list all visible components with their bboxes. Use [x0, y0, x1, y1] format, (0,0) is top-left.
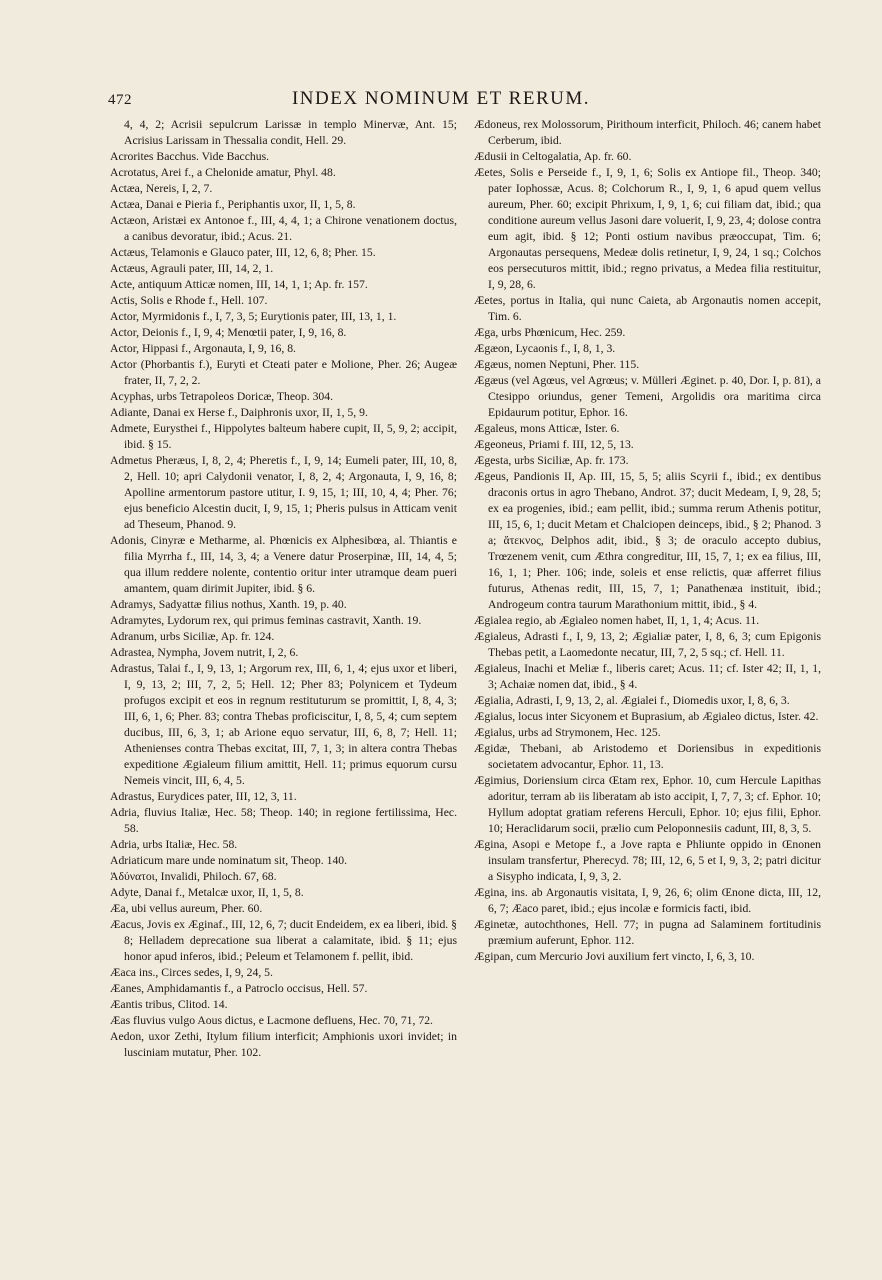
index-entry: Acrorites Bacchus. Vide Bacchus.: [110, 150, 270, 163]
index-entry: Ægialia, Adrasti, I, 9, 13, 2, al. Ægialei f., Diomedis uxor, I, 8, 6, 3.: [474, 694, 790, 707]
index-entry: Adria, fluvius Italiæ, Hec. 58; Theop. 140; in regione fertilissima, Hec. 58.: [110, 806, 457, 835]
index-entry: Acyphas, urbs Tetrapoleos Doricæ, Theop. 304.: [110, 390, 334, 403]
index-entry: Ægina, ins. ab Argonautis visitata, I, 9, 26, 6; olim Œnone dicta, III, 12, 6, 7; Æaco paret, ibid.; ejus incolæ e formicis facti, ibid.: [474, 886, 821, 915]
left-column: [110, 117, 457, 1061]
index-entry: Ægialus, urbs ad Strymonem, Hec. 125.: [474, 726, 661, 739]
index-entry: Actis, Solis e Rhode f., Hell. 107.: [110, 294, 268, 307]
index-entry: Adyte, Danai f., Metalcæ uxor, II, 1, 5, 8.: [110, 886, 304, 899]
index-entry: Ægialeus, Inachi et Meliæ f., liberis caret; Acus. 11; cf. Ister 42; II, 1, 1, 3; Achaiæ nomen dat, ibid., § 4.: [474, 662, 821, 691]
index-entry: Adria, urbs Italiæ, Hec. 58.: [110, 838, 238, 851]
index-entry: Ægina, Asopi e Metope f., a Jove rapta e Phliunte oppido in Œnonen insulam transfertur, Pherecyd. 78; III, 12, 6, 5 et I, 9, 3, 2; patri dicitur a Sisypho indicata, I, 9, 3, 2.: [474, 838, 821, 883]
index-entry: Æginetæ, autochthones, Hell. 77; in pugna ad Salaminem fortitudinis præmium auferunt, Ephor. 112.: [474, 918, 821, 947]
index-entry: Adranum, urbs Siciliæ, Ap. fr. 124.: [110, 630, 275, 643]
running-head: INDEX NOMINUM ET RERUM.: [291, 88, 591, 109]
right-column: [474, 117, 821, 965]
index-entry: Admetus Pheræus, I, 8, 2, 4; Pheretis f., I, 9, 14; Eumeli pater, III, 10, 8, 2, Hell. 10; apri Calydonii venator, I, 8, 2, 4; Argonauta, I, 9, 16, 8; Apolline armentorum pastore utitur, I. 9, 15, 1; III, 10, 4, 4; Pher. 76; ejus beneficio Alcestin ducit, I, 9, 15, 1; Pheris pulsus in Atticam venit ad Theseum, Phanod. 9.: [110, 454, 457, 531]
index-entry: Ægimius, Doriensium circa Œtam rex, Ephor. 10, cum Hercule Lapithas adoritur, terram ab iis liberatam ab isto accipit, I, 7, 7, 3; cf. Ephor. 10; Hyllum adoptat gratiam referens Herculi, Ephor. 10; ejus filii, Ephor. 10; Heraclidarum socii, prælio cum Peloponnesiis cadunt, III, 8, 3, 5.: [474, 774, 821, 835]
index-entry: Ægesta, urbs Siciliæ, Ap. fr. 173.: [474, 454, 629, 467]
index-entry: Ægæus (vel Agœus, vel Agrœus; v. Mülleri Æginet. p. 40, Dor. I, p. 81), a Ctesippo oriundus, gener Temeni, Argolidis ora maritima circa Epidaurum potitur, Ephor. 16.: [474, 374, 821, 419]
index-entry: Adramytes, Lydorum rex, qui primus feminas castravit, Xanth. 19.: [110, 614, 422, 627]
index-entry: Adrastus, Eurydices pater, III, 12, 3, 11.: [110, 790, 297, 803]
index-entry: Actor, Deionis f., I, 9, 4; Menœtii pater, I, 9, 16, 8.: [110, 326, 347, 339]
index-entry: Adiante, Danai ex Herse f., Daiphronis uxor, II, 1, 5, 9.: [110, 406, 368, 419]
index-entry: Aedon, uxor Zethi, Itylum filium interficit; Amphionis uxori invidet; in lusciniam mutatur, Pher. 102.: [110, 1030, 457, 1059]
index-entry: Æanes, Amphidamantis f., a Patroclo occisus, Hell. 57.: [110, 982, 368, 995]
index-entry: Æas fluvius vulgo Aous dictus, e Lacmone defluens, Hec. 70, 71, 72.: [110, 1014, 433, 1027]
index-entry: 4, 4, 2; Acrisii sepulcrum Larissæ in templo Minervæ, Ant. 15; Acrisius Larissam in Thessalia condit, Hell. 29.: [124, 118, 457, 147]
index-entry: Ægæus, nomen Neptuni, Pher. 115.: [474, 358, 640, 371]
index-entry: Æaca ins., Circes sedes, I, 9, 24, 5.: [110, 966, 273, 979]
index-entry: Ægialea regio, ab Ægialeo nomen habet, II, 1, 1, 4; Acus. 11.: [474, 614, 760, 627]
index-entry: Actor, Myrmidonis f., I, 7, 3, 5; Eurytionis pater, III, 13, 1, 1.: [110, 310, 397, 323]
index-entry: Adrastea, Nympha, Jovem nutrit, I, 2, 6.: [110, 646, 299, 659]
index-entry: Æga, urbs Phœnicum, Hec. 259.: [474, 326, 626, 339]
index-entry: Ædoneus, rex Molossorum, Pirithoum interficit, Philoch. 46; canem habet Cerberum, ibid.: [474, 118, 821, 147]
index-entry: Ægialus, locus inter Sicyonem et Buprasium, ab Ægialeo dictus, Ister. 42.: [474, 710, 819, 723]
index-entry: Ægidæ, Thebani, ab Aristodemo et Doriensibus in expeditionis societatem advocantur, Ephor. 11, 13.: [474, 742, 821, 771]
index-entry: Actor, Hippasi f., Argonauta, I, 9, 16, 8.: [110, 342, 296, 355]
index-entry: Adriaticum mare unde nominatum sit, Theop. 140.: [110, 854, 348, 867]
index-entry: Actæa, Nereis, I, 2, 7.: [110, 182, 213, 195]
index-entry: Actæon, Aristæi ex Antonoe f., III, 4, 4, 1; a Chirone venationem doctus, a canibus devoratur, ibid.; Acus. 21.: [110, 214, 457, 243]
index-entry: Ægaleus, mons Atticæ, Ister. 6.: [474, 422, 620, 435]
index-entry: Actæus, Agrauli pater, III, 14, 2, 1.: [110, 262, 274, 275]
index-entry: Æetes, Solis e Perseide f., I, 9, 1, 6; Solis ex Antiope fil., Theop. 340; pater Iophossæ, Acus. 8; Colchorum R., I, 9, 1, 6 apud quem vellus aureum, Pher. 60; excipit Phrixum, I, 9, 1, 6; cui filiam dat, ibid.; qua conditione aureum vellus Jasoni dare voluerit, I, 9, 23, 4; dolose contra eum agit, ibid. § 12; Ponti ostium navibus præoccupat, Tim. 6; Argonautas persequens, Medeæ dolis retinetur, I, 9, 24, 1 sq.; Colchos eos persecuturos mittit, ibid.; regno privatus, a Medea filia restituitur, I, 9, 28, 6.: [474, 166, 821, 291]
index-entry: Actor (Phorbantis f.), Euryti et Cteati pater e Molione, Pher. 26; Augeæ frater, II, 7, 2, 2.: [110, 358, 457, 387]
index-entry: Ægeus, Pandionis II, Ap. III, 15, 5, 5; aliis Scyrii f., ibid.; ex dentibus draconis ortus in agro Thebano, Androt. 37; ducit Medeam, I, 9, 28, 5; ex ea progenies, ibid.; eam pellit, ibid.; summa rerum Athenis potitur, III, 15, 6, 1; ducit Metam et Chalciopen deinceps, ibid., § 2; Phanod. 3 a; ἄτεκνος, Delphos adit, ibid., § 3; de oraculo accepto dubius, Trœzenem venit, cum Æthra congreditur, III, 15, 7, 1; ex ea filius, III, 16, 1, 1; Pher. 106; inde, soleis et ense relictis, quæ afferret filius futurus, Athenas redit, III, 15, 7, 1; Panathenæa instituit, ibid.; Androgeum contra taurum Marathonium mittit, ibid., § 4.: [474, 470, 821, 611]
index-entry: Adramys, Sadyattæ filius nothus, Xanth. 19, p. 40.: [110, 598, 347, 611]
index-entry: Ægæon, Lycaonis f., I, 8, 1, 3.: [474, 342, 616, 355]
index-entry: Æetes, portus in Italia, qui nunc Caieta, ab Argonautis nomen accepit, Tim. 6.: [474, 294, 821, 323]
index-entry: Ægialeus, Adrasti f., I, 9, 13, 2; Ægialiæ pater, I, 8, 6, 3; cum Epigonis Thebas petit, a Laomedonte necatur, III, 7, 2, 5 sq.; cf. Hell. 11.: [474, 630, 821, 659]
index-entry: Ἀδύνατοι, Invalidi, Philoch. 67, 68.: [110, 870, 277, 883]
index-entry: Æa, ubi vellus aureum, Pher. 60.: [110, 902, 263, 915]
index-entry: Admete, Eurysthei f., Hippolytes balteum habere cupit, II, 5, 9, 2; accipit, ibid. § 15.: [110, 422, 457, 451]
page-number: 472: [108, 92, 132, 108]
index-entry: Acte, antiquum Atticæ nomen, III, 14, 1, 1; Ap. fr. 157.: [110, 278, 368, 291]
index-entry: Actæa, Danai e Pieria f., Periphantis uxor, II, 1, 5, 8.: [110, 198, 356, 211]
index-entry: Ægeoneus, Priami f. III, 12, 5, 13.: [474, 438, 634, 451]
index-entry: Adrastus, Talai f., I, 9, 13, 1; Argorum rex, III, 6, 1, 4; ejus uxor et liberi, I, 9, 13, 2; III, 7, 2, 5; Hell. 12; Pher 83; Polynicem et Tydeum profugos excipit et eos in regnum restituturum se promittit, I, 8, 4, 3; III, 6, 1, 6; Pher. 83; contra Thebas proficiscitur, I, 8, 5, 4; cum septem ducibus, III, 6, 3, 1; ab Arione equo servatur, III, 6, 8, 7; Hell. 11; Athenienses contra Thebas excitat, III, 7, 1, 3; in altera contra Thebas expeditione Ægialeum filium amittit, Hell. 11; primus equorum cursu Nemeis vincit, III, 6, 4, 5.: [110, 662, 457, 787]
index-entry: Actæus, Telamonis e Glauco pater, III, 12, 6, 8; Pher. 15.: [110, 246, 376, 259]
index-entry: Ægipan, cum Mercurio Jovi auxilium fert vincto, I, 6, 3, 10.: [474, 950, 755, 963]
index-entry: Ædusii in Celtogalatia, Ap. fr. 60.: [474, 150, 632, 163]
index-entry: Æacus, Jovis ex Æginaf., III, 12, 6, 7; ducit Endeidem, ex ea liberi, ibid. § 8; Helladem deprecatione sua liberat a calamitate, ibid. § 11; ejus honor apud inferos, ibid.; Peleum et Telamonem f. pellit, ibid.: [110, 918, 457, 963]
index-entry: Æantis tribus, Clitod. 14.: [110, 998, 228, 1011]
index-entry: Acrotatus, Arei f., a Chelonide amatur, Phyl. 48.: [110, 166, 336, 179]
index-entry: Adonis, Cinyræ e Metharme, al. Phœnicis ex Alphesibœa, al. Thiantis e filia Myrrha f., III, 14, 3, 4; a Venere datur Proserpinæ, III, 14, 4, 5; qua illum reddere nolente, contentio oritur inter utramque deam pueri amantem, quam dirimit Jupiter, ibid. § 6.: [110, 534, 457, 595]
